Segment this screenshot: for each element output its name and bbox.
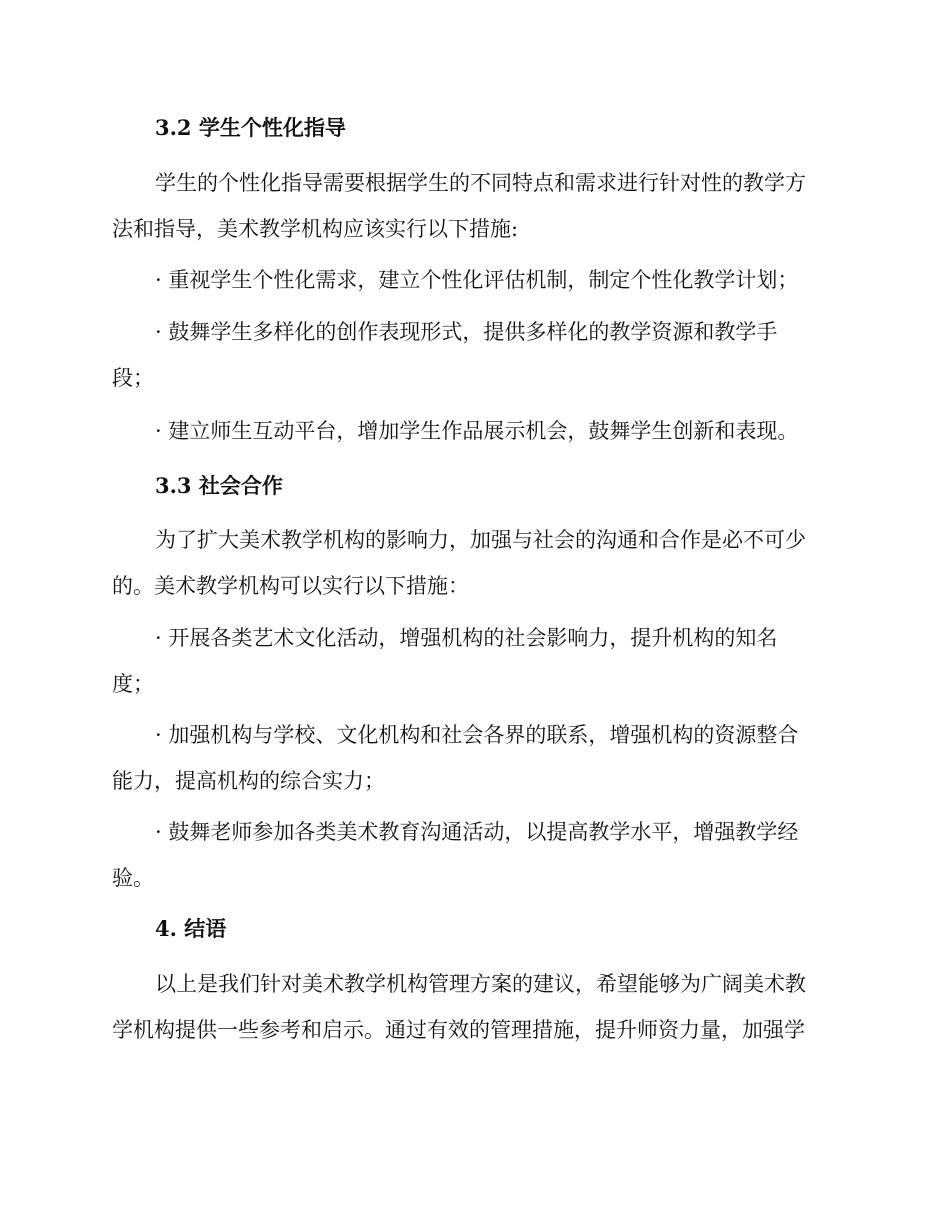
- bullet-item: [112, 257, 832, 303]
- paragraph-line: 为了扩大美术教学机构的影响力，加强与社会的沟通和合作是必不可少: [155, 528, 806, 552]
- section-heading-3-3: 3.3 社会合作: [155, 473, 283, 498]
- section-heading-3-2: 3.2 学生个性化指导: [155, 115, 346, 140]
- paragraph-intro-3-3: [112, 517, 832, 609]
- paragraph-line: · 加强机构与学校、文化机构和社会各界的联系，增强机构的资源整合: [155, 723, 799, 747]
- paragraph-line: 能力，提高机构的综合实力；: [112, 769, 385, 793]
- paragraph-line: 段；: [112, 366, 154, 390]
- bullet-item: [112, 309, 832, 401]
- paragraph-line: · 鼓舞老师参加各类美术教育沟通活动，以提高教学水平，增强教学经: [155, 820, 799, 844]
- bullet-item: [112, 809, 832, 901]
- paragraph-line: · 重视学生个性化需求，建立个性化评估机制，制定个性化教学计划；: [155, 268, 799, 292]
- paragraph-line: 以上是我们针对美术教学机构管理方案的建议，希望能够为广阔美术教: [155, 972, 806, 996]
- paragraph-line: · 建立师生互动平台，增加学生作品展示机会，鼓舞学生创新和表现。: [155, 419, 799, 443]
- bullet-item: [112, 712, 832, 804]
- paragraph-line: 法和指导，美术教学机构应该实行以下措施:: [112, 217, 519, 241]
- paragraph-intro-3-2: [112, 160, 832, 252]
- bullet-item: [112, 408, 832, 454]
- bullet-item: [112, 615, 832, 707]
- section-heading-4: 4. 结语: [155, 916, 227, 941]
- paragraph-line: · 鼓舞学生多样化的创作表现形式，提供多样化的教学资源和教学手: [155, 320, 778, 344]
- paragraph-line: · 开展各类艺术文化活动，增强机构的社会影响力，提升机构的知名: [155, 626, 778, 650]
- paragraph-conclusion: [112, 961, 832, 1053]
- paragraph-line: 度；: [112, 672, 154, 696]
- paragraph-line: 学生的个性化指导需要根据学生的不同特点和需求进行针对性的教学方: [155, 171, 806, 195]
- paragraph-line: 验。: [112, 866, 154, 890]
- paragraph-line: 学机构提供一些参考和启示。通过有效的管理措施，提升师资力量，加强学: [112, 1018, 805, 1042]
- paragraph-line: 的。美术教学机构可以实行以下措施：: [112, 574, 469, 598]
